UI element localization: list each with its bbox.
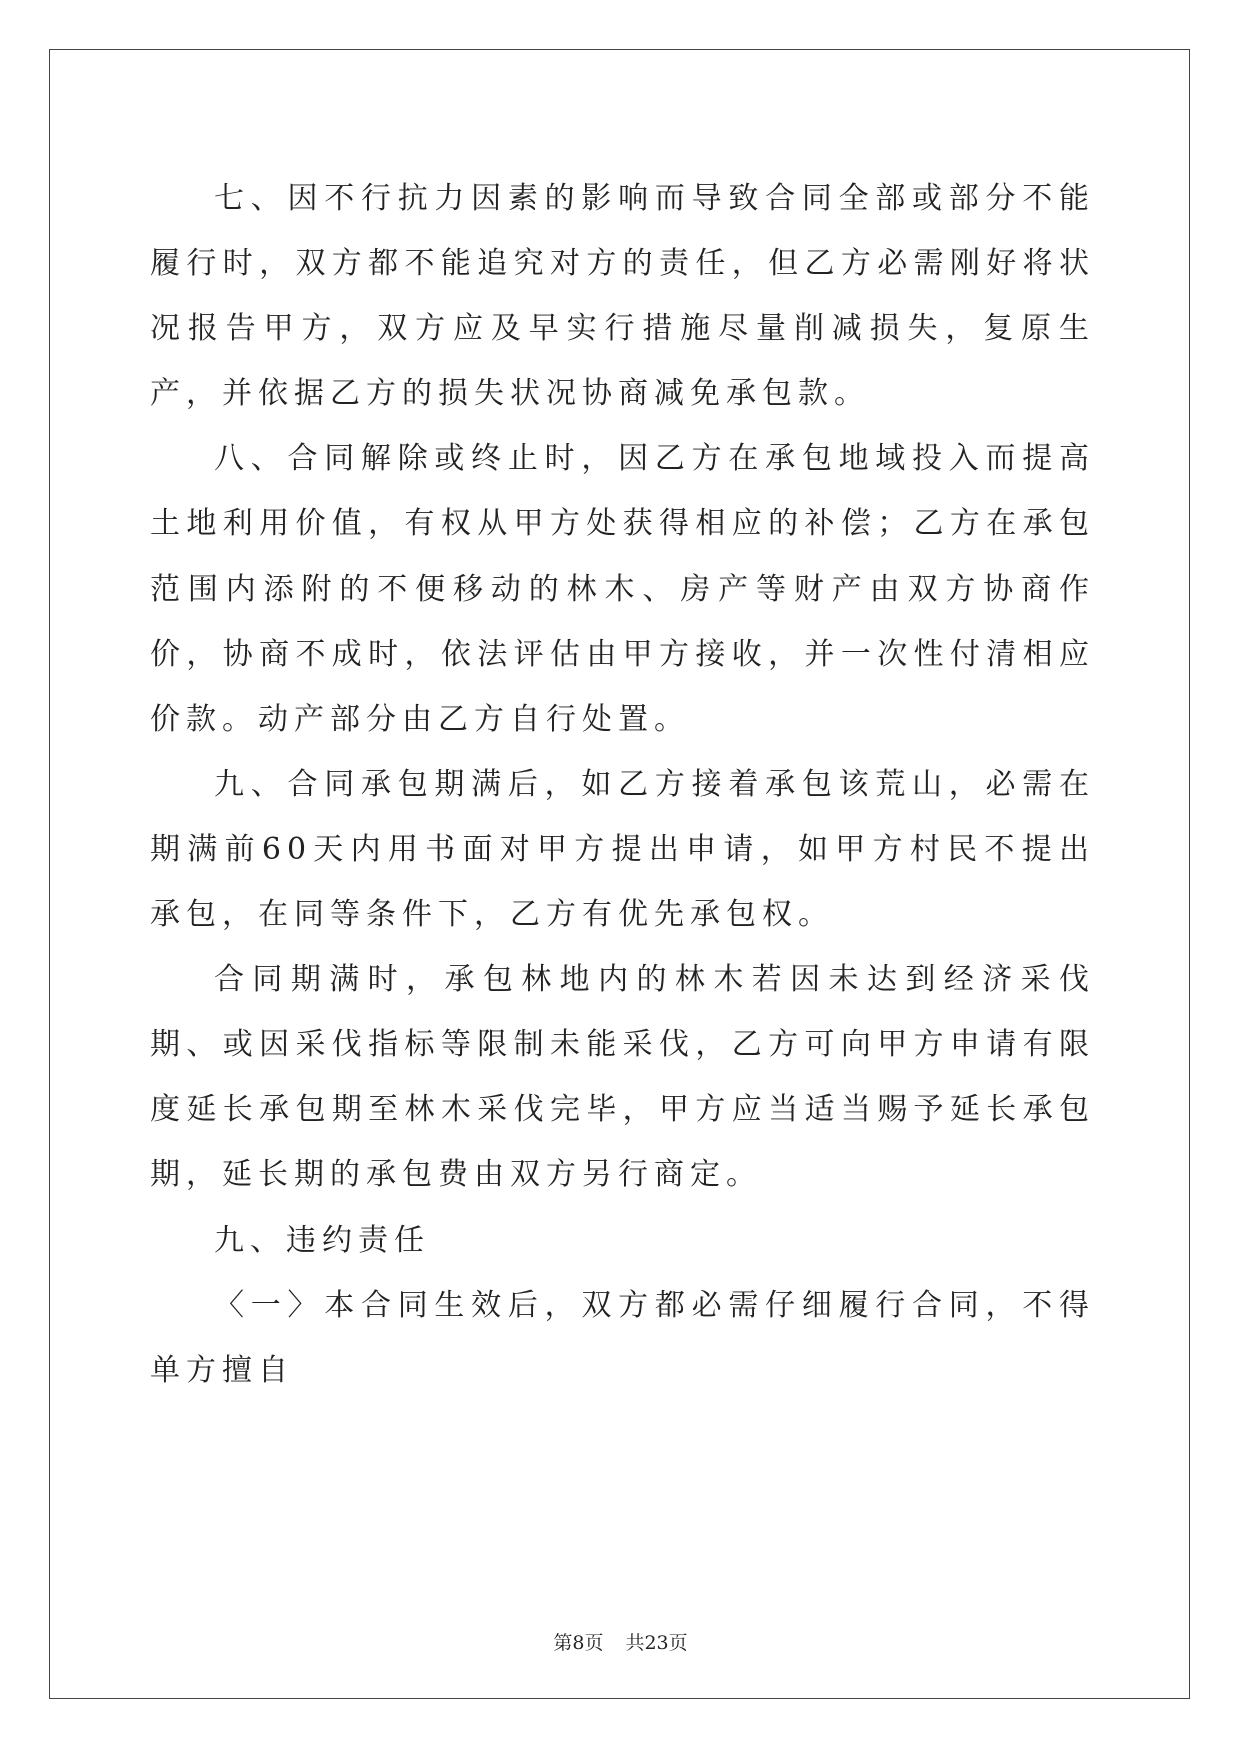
- paragraph-renewal: 九、合同承包期满后，如乙方接着承包该荒山，必需在期满前60天内用书面对甲方提出申请，如甲方村民不提出承包，在同等条件下，乙方有优先承包权。: [150, 766, 1095, 933]
- document-body: [150, 166, 1095, 1403]
- paragraph-termination: 八、合同解除或终止时，因乙方在承包地域投入而提高土地利用价值，有权从甲方处获得相应的补偿；乙方在承包范围内添附的不便移动的林木、房产等财产由双方协商作价，协商不成时，依法评估由甲方接收，并一次性付清相应价款。动产部分由乙方自行处置。: [150, 441, 1095, 737]
- paragraph-breach-1: 〈一〉本合同生效后，双方都必需仔细履行合同，不得单方擅自: [150, 1287, 1095, 1388]
- page-number: 第8页: [553, 1632, 604, 1654]
- paragraph-expiry-extension: 合同期满时，承包林地内的林木若因未达到经济采伐期、或因采伐指标等限制未能采伐，乙方可向甲方申请有限度延长承包期至林木采伐完毕，甲方应当适当赐予延长承包期，延长期的承包费由双方另行商定。: [150, 962, 1095, 1193]
- paragraph-force-majeure: 七、因不行抗力因素的影响而导致合同全部或部分不能履行时，双方都不能追究对方的责任，但乙方必需刚好将状况报告甲方，双方应及早实行措施尽量削减损失，复原生产，并依据乙方的损失状况协商减免承包款。: [150, 181, 1095, 412]
- page-footer: [0, 1628, 1241, 1655]
- page-total: 共23页: [625, 1632, 688, 1654]
- section-heading-breach: 九、违约责任: [214, 1222, 430, 1258]
